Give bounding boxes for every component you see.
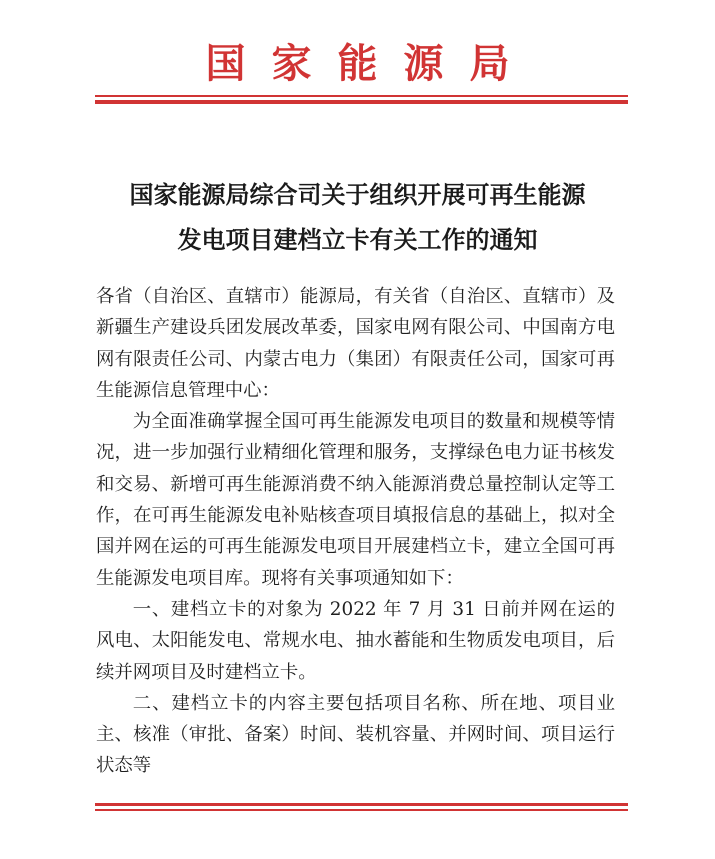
document-title-line-2: 发电项目建档立卡有关工作的通知 xyxy=(177,225,538,254)
masthead-rule-thick xyxy=(95,100,628,104)
salutation-paragraph: 各省（自治区、直辖市）能源局，有关省（自治区、直辖市）及新疆生产建设兵团发展改革委，国家电网有限公司、中国南方电网有限责任公司、内蒙古电力（集团）有限责任公司，国家可再生能源信息管理中心： xyxy=(96,286,615,401)
footer-rule-thin xyxy=(95,809,628,811)
section-one-paragraph: 一、建档立卡的对象为 2022 年 7 月 31 日前并网在运的风电、太阳能发电、常规水电、抽水蓄能和生物质发电项目，后续并网项目及时建档立卡。 xyxy=(96,598,615,683)
footer-rule-thick xyxy=(95,803,628,806)
masthead-org-name: 国家能源局 xyxy=(205,40,536,87)
document-body xyxy=(96,281,615,782)
masthead-rule-thin xyxy=(95,95,628,97)
intro-paragraph: 为全面准确掌握全国可再生能源发电项目的数量和规模等情况，进一步加强行业精细化管理和服务，支撑绿色电力证书核发和交易、新增可再生能源消费不纳入能源消费总量控制认定等工作，在可再生能源发电补贴核查项目填报信息的基础上，拟对全国并网在运的可再生能源发电项目开展建档立卡，建立全国可再生能源发电项目库。现将有关事项通知如下： xyxy=(96,411,615,589)
section-two-paragraph: 二、建档立卡的内容主要包括项目名称、所在地、项目业主、核准（审批、备案）时间、装机容量、并网时间、项目运行状态等 xyxy=(96,692,615,777)
document-title-line-1: 国家能源局综合司关于组织开展可再生能源 xyxy=(129,180,586,209)
